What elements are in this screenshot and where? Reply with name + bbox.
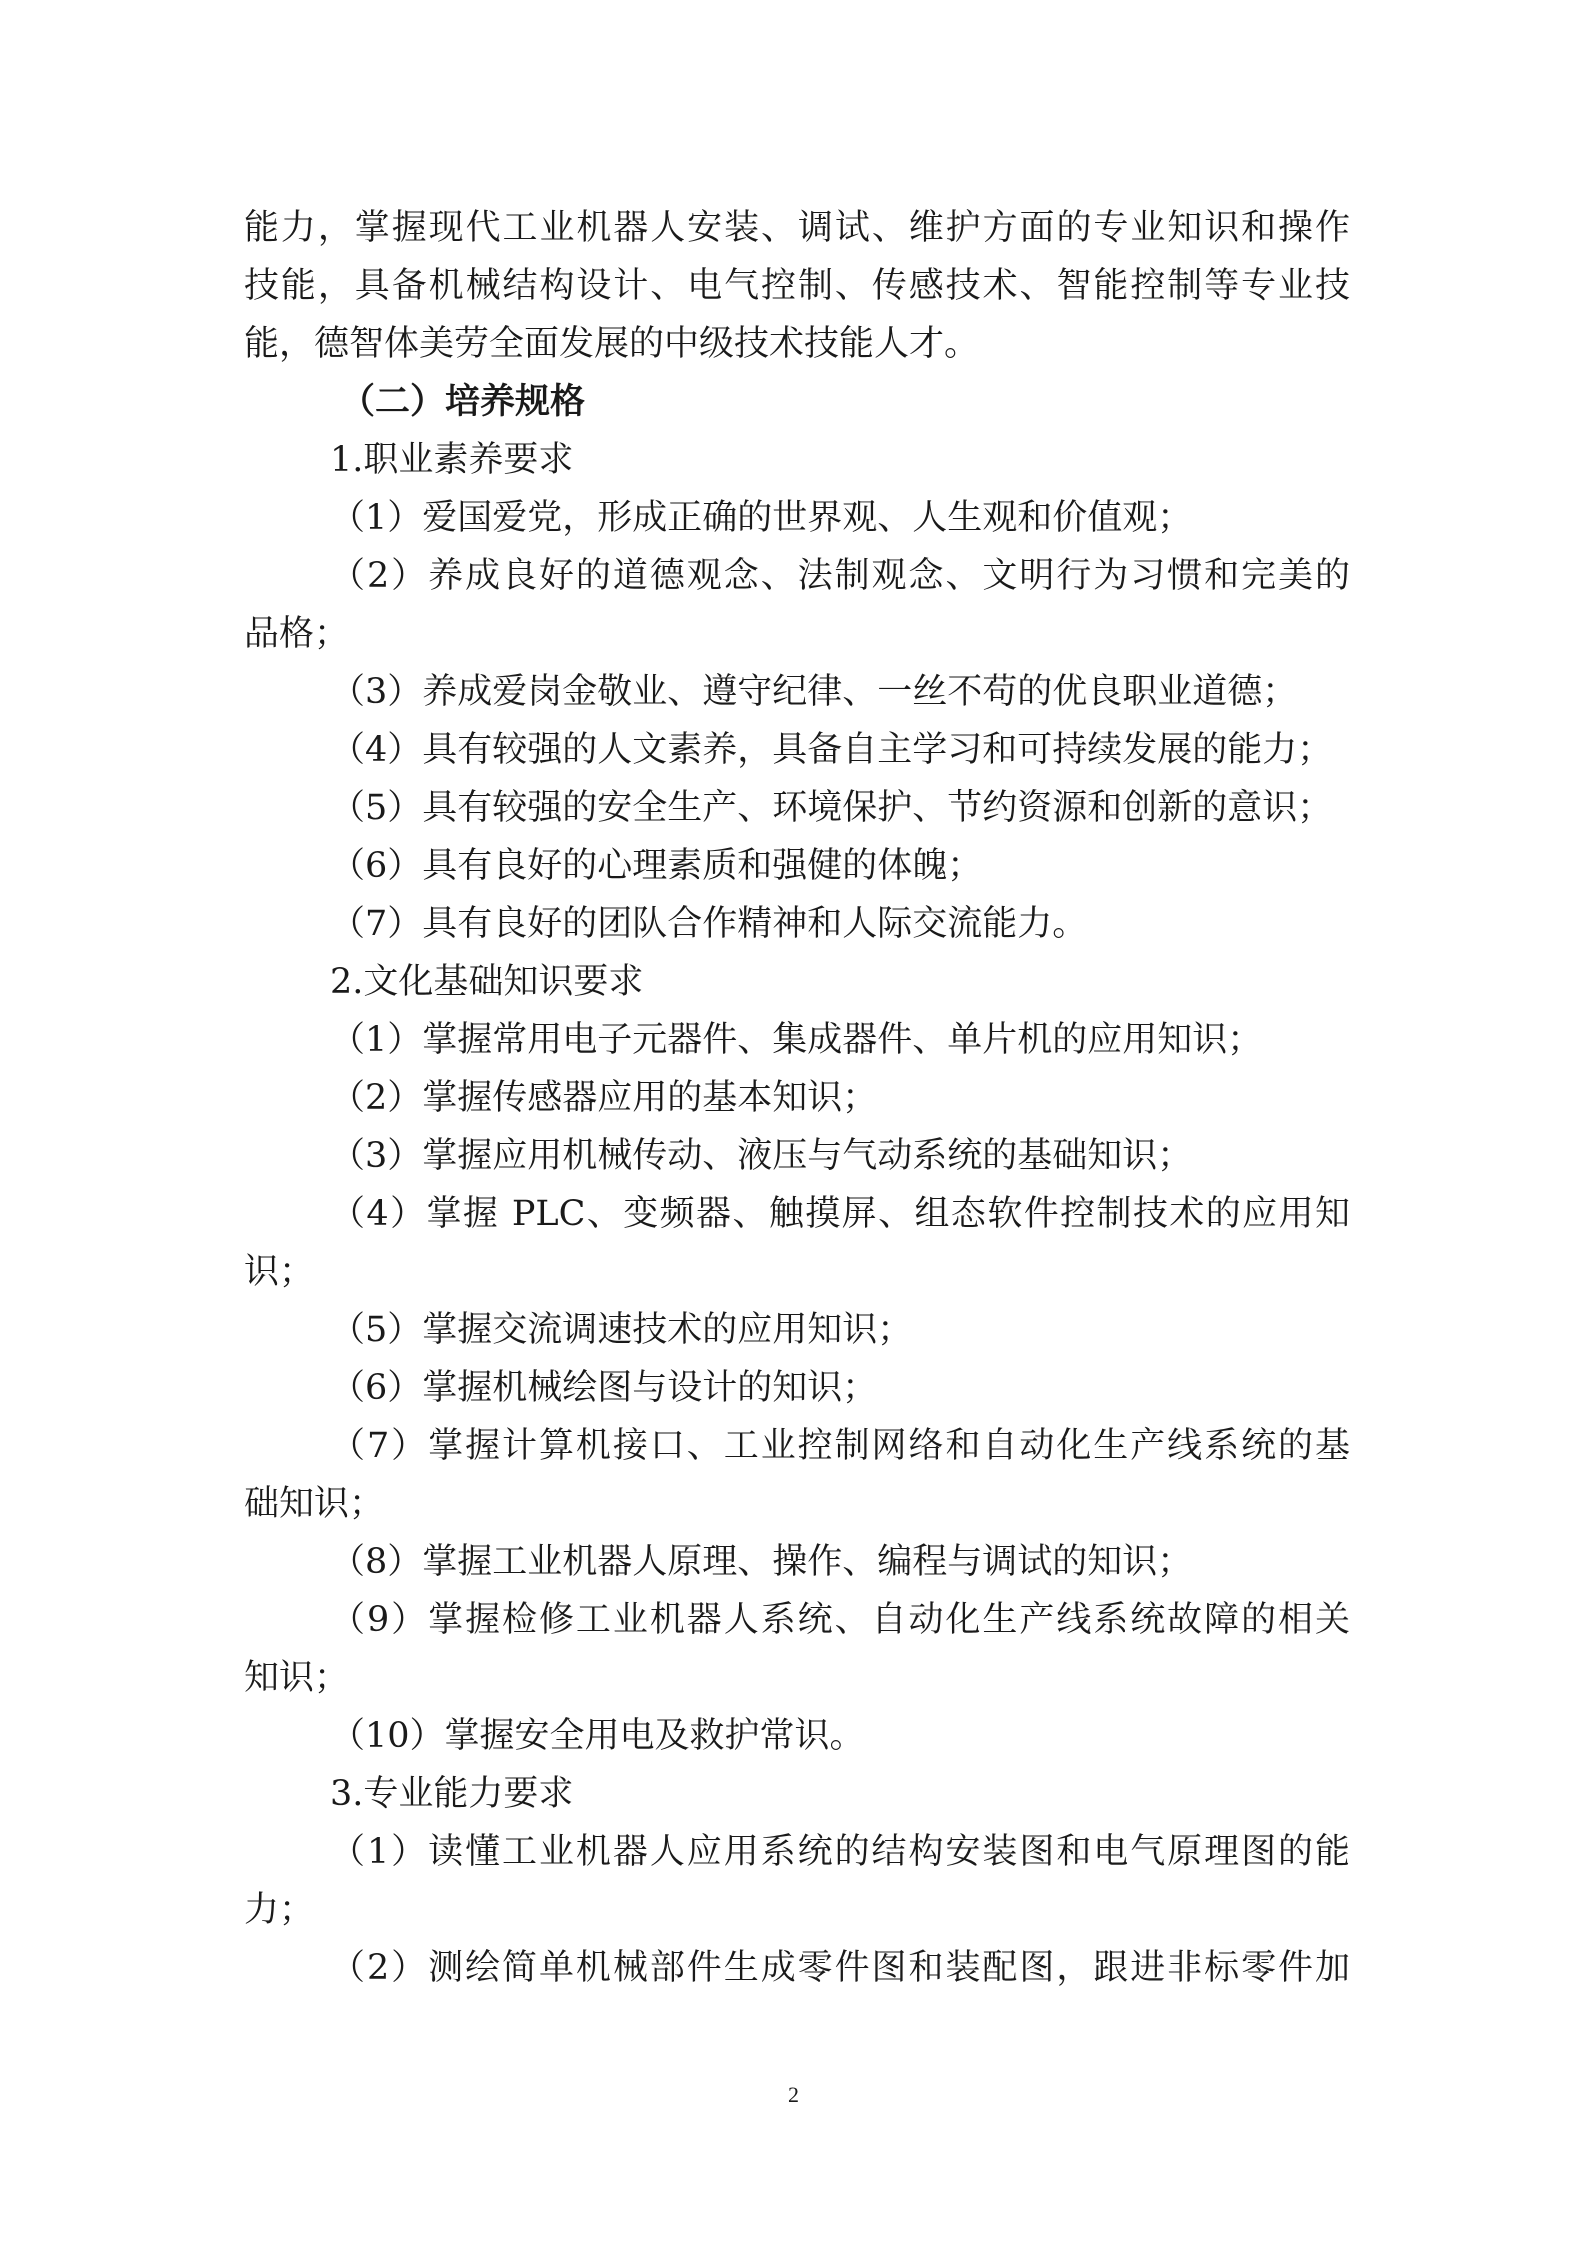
page-number: 2: [788, 2082, 799, 2107]
section-heading: （二）培养规格: [340, 381, 586, 422]
body-text-line: 能力，掌握现代工业机器人安装、调试、维护方面的专业知识和操作: [244, 208, 1350, 248]
list-item: （3）掌握应用机械传动、液压与气动系统的基础知识；: [330, 1136, 1193, 1176]
list-item: （7）具有良好的团队合作精神和人际交流能力。: [330, 904, 1088, 944]
list-item: （3）养成爱岗金敬业、遵守纪律、一丝不苟的优良职业道德；: [330, 672, 1298, 712]
list-item: （4）掌握 PLC、变频器、触摸屏、组态软件控制技术的应用知: [330, 1194, 1350, 1234]
list-item-continuation: 品格；: [244, 614, 350, 654]
list-item-continuation: 知识；: [244, 1658, 350, 1698]
body-text-line: 技能，具备机械结构设计、电气控制、传感技术、智能控制等专业技: [244, 266, 1350, 306]
list-item-continuation: 识；: [244, 1252, 315, 1292]
list-item: （9）掌握检修工业机器人系统、自动化生产线系统故障的相关: [330, 1600, 1350, 1640]
subsection-heading: 1.职业素养要求: [330, 440, 574, 480]
list-item: （2）测绘简单机械部件生成零件图和装配图，跟进非标零件加: [330, 1948, 1350, 1988]
subsection-heading: 2.文化基础知识要求: [330, 962, 644, 1002]
list-item: （5）掌握交流调速技术的应用知识；: [330, 1310, 913, 1350]
list-item-continuation: 力；: [244, 1890, 315, 1930]
list-item: （1）爱国爱党，形成正确的世界观、人生观和价值观；: [330, 498, 1193, 538]
list-item: （6）掌握机械绘图与设计的知识；: [330, 1368, 878, 1408]
list-item: （4）具有较强的人文素养，具备自主学习和可持续发展的能力；: [330, 730, 1333, 770]
list-item-continuation: 础知识；: [244, 1484, 385, 1524]
list-item: （2）掌握传感器应用的基本知识；: [330, 1078, 878, 1118]
list-item: （2）养成良好的道德观念、法制观念、文明行为习惯和完美的: [330, 556, 1350, 596]
list-item: （1）掌握常用电子元器件、集成器件、单片机的应用知识；: [330, 1020, 1263, 1060]
list-item: （1）读懂工业机器人应用系统的结构安装图和电气原理图的能: [330, 1832, 1350, 1872]
list-item: （8）掌握工业机器人原理、操作、编程与调试的知识；: [330, 1542, 1193, 1582]
body-text-line: 能，德智体美劳全面发展的中级技术技能人才。: [244, 324, 980, 364]
subsection-heading: 3.专业能力要求: [330, 1774, 574, 1814]
list-item: （7）掌握计算机接口、工业控制网络和自动化生产线系统的基: [330, 1426, 1350, 1466]
list-item: （5）具有较强的安全生产、环境保护、节约资源和创新的意识；: [330, 788, 1333, 828]
list-item: （6）具有良好的心理素质和强健的体魄；: [330, 846, 983, 886]
list-item: （10）掌握安全用电及救护常识。: [330, 1716, 865, 1756]
